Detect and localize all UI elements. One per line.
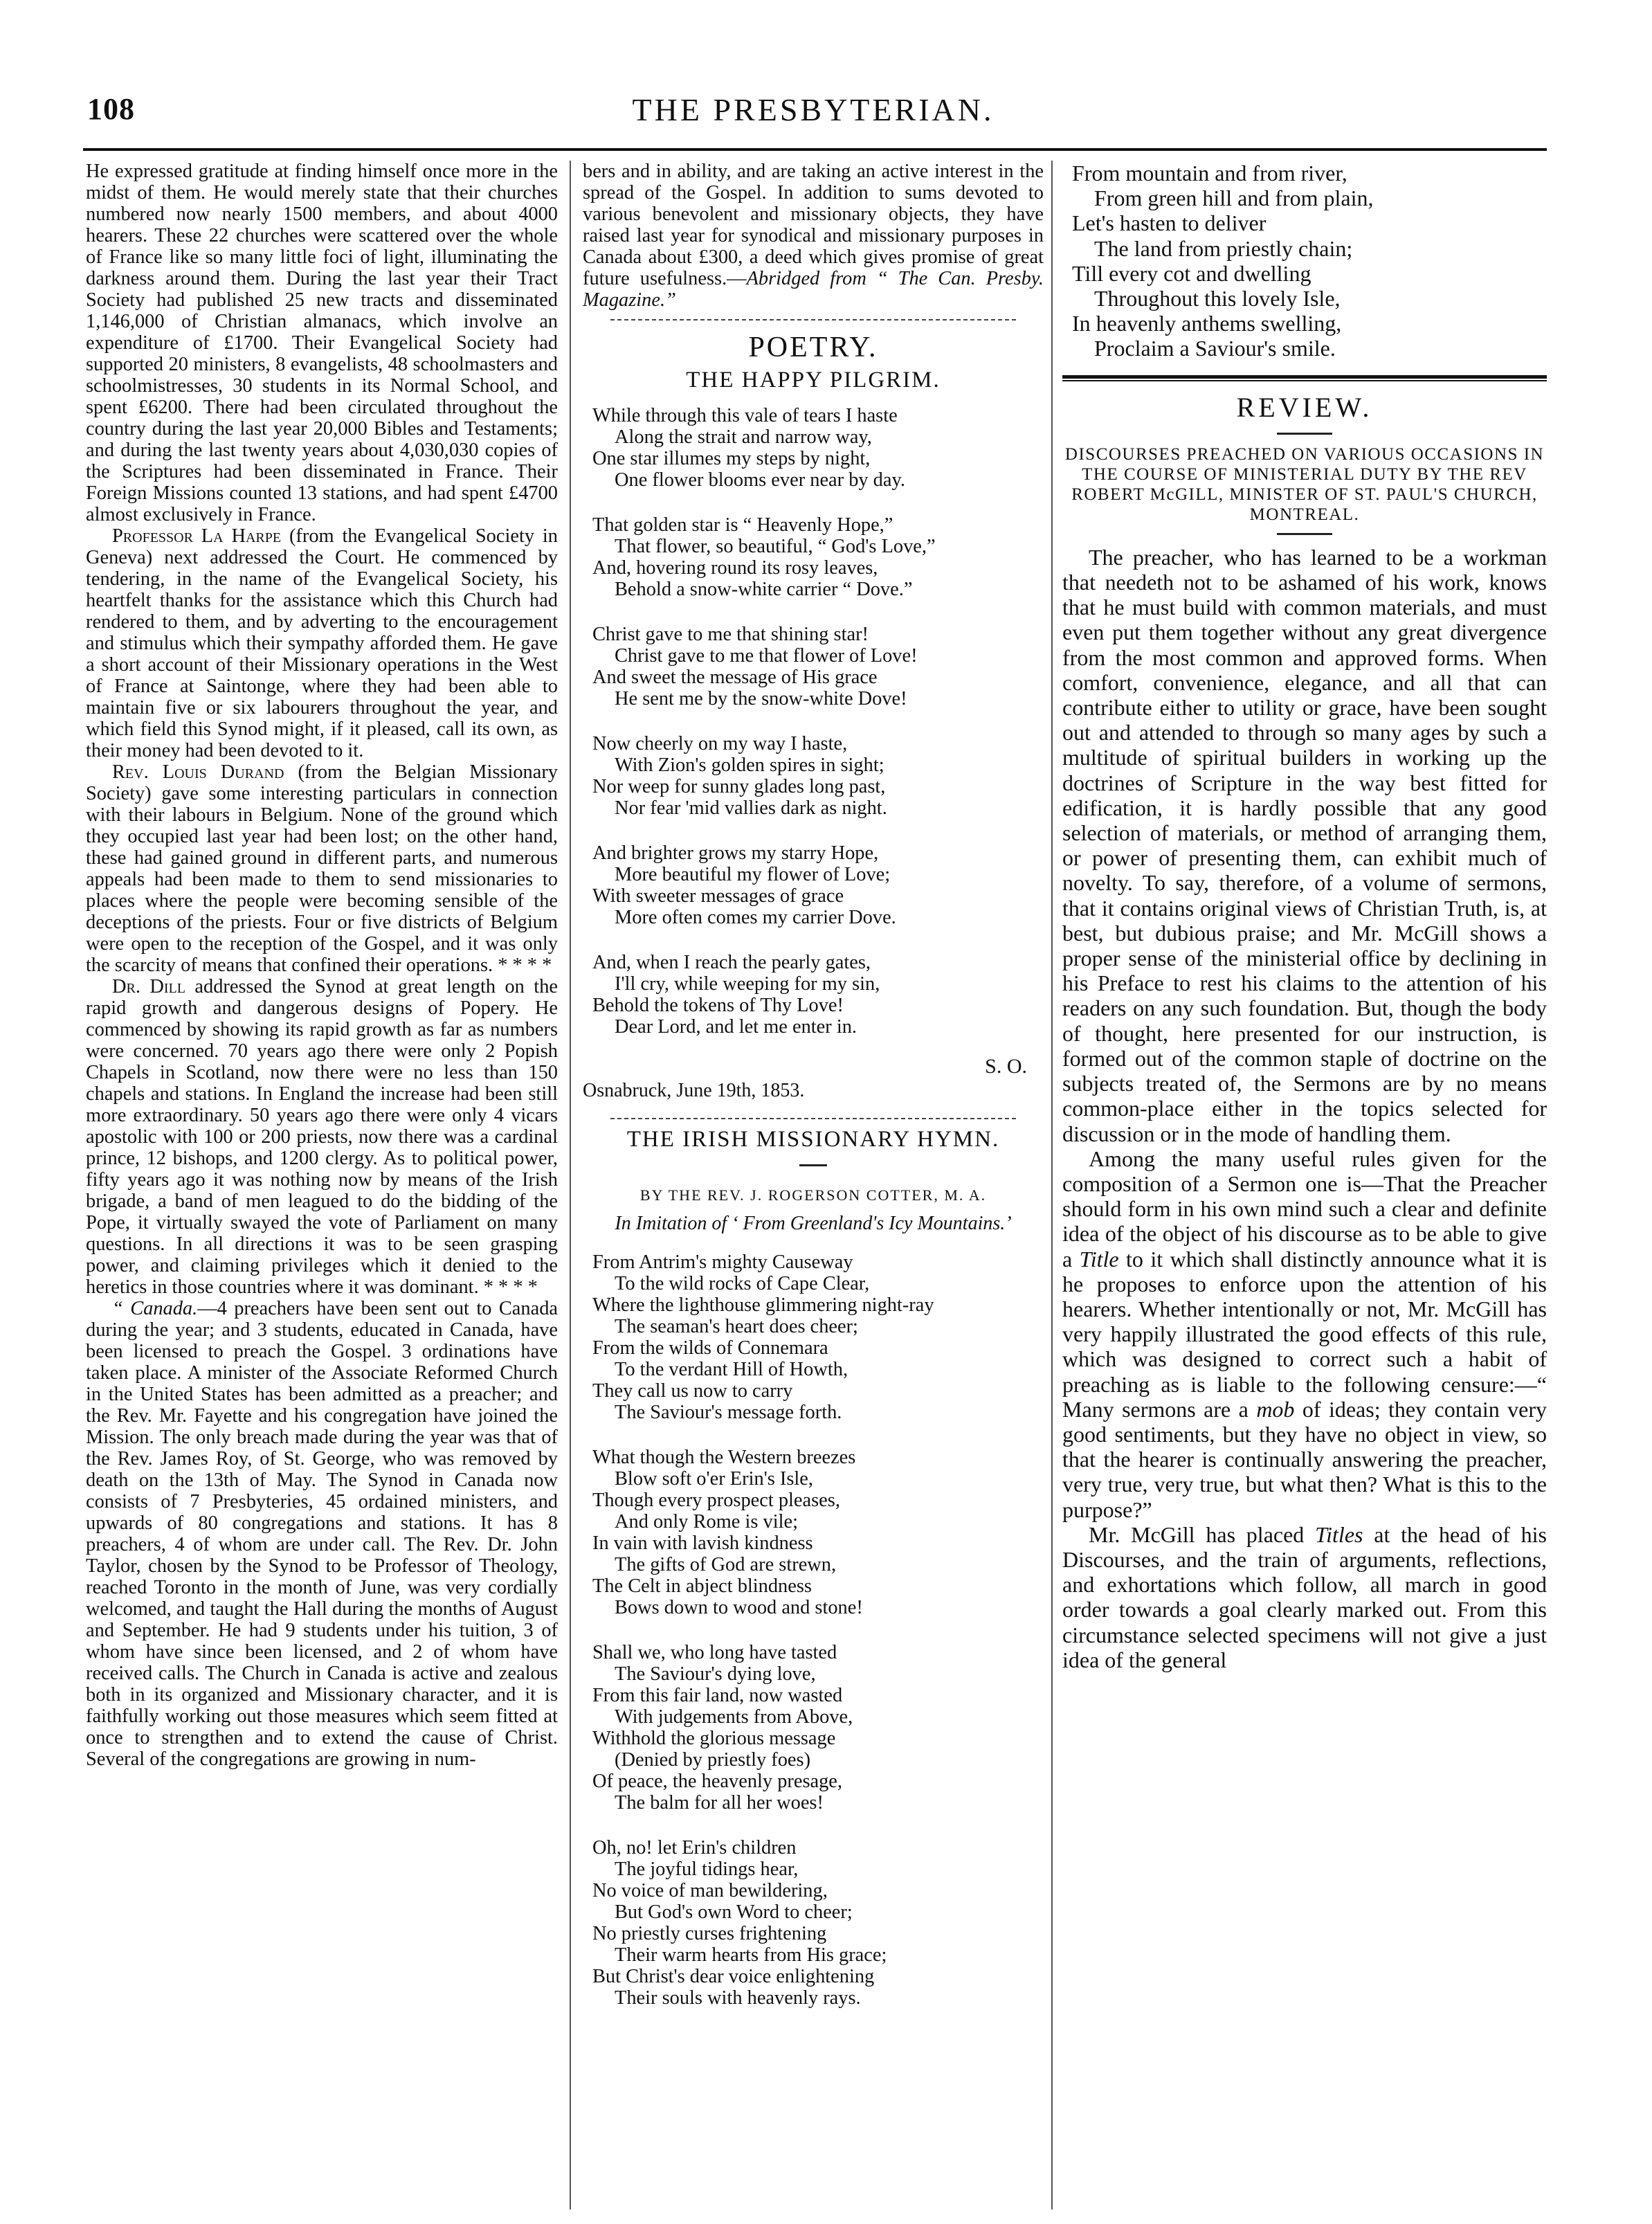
poem-line: And brighter grows my starry Hope, xyxy=(592,842,879,864)
poem-line: The Saviour's dying love, xyxy=(615,1663,816,1685)
poem-line: They call us now to carry xyxy=(592,1380,793,1402)
poem-line: With judgements from Above, xyxy=(615,1706,853,1728)
emphasis: Titles xyxy=(1315,1521,1363,1547)
poem-line: (Denied by priestly foes) xyxy=(615,1749,811,1771)
poem-line: Christ gave to me that shining star! xyxy=(592,624,869,645)
paragraph-dill xyxy=(86,976,558,1298)
poem-line: Where the lighthouse glimmering night-ray xyxy=(592,1294,934,1316)
poem-line: From this fair land, now wasted xyxy=(592,1685,843,1706)
poem-line: With Zion's golden spires in sight; xyxy=(615,754,884,776)
poem-line: Nor fear 'mid vallies dark as night. xyxy=(615,797,887,819)
poem-line: Their souls with heavenly rays. xyxy=(615,1987,861,2009)
source-credit: Abridged from “ The Can. Presby. Magazine.” xyxy=(583,268,1044,311)
paragraph-text: to it which shall distinctly announce what it is he proposes to enforce upon the attention of his hearers. Whether intentionally or not, Mr. McGill has very happily illustrated the good effects of this rule, which was designed to correct such a habit of preaching as is liable to the following censure:—“ Many sermons are a xyxy=(1062,1246,1547,1422)
speaker-name: Professor La Harpe xyxy=(112,525,282,547)
review-rule xyxy=(1277,433,1332,435)
paragraph-text: Among the many useful rules given for the composition of a Sermon one is—That the Preacher should form in his own mind such a clear and definite idea of the object of his discourse as to be able to give a xyxy=(1062,1146,1547,1272)
paragraph-la-harpe xyxy=(86,525,558,761)
poem-line: Behold the tokens of Thy Love! xyxy=(592,995,844,1016)
poem-line: From Antrim's mighty Causeway xyxy=(592,1251,853,1273)
stanza xyxy=(592,733,1044,819)
paragraph-text: addressed the Synod at great length on the rapid growth and dangerous designs of Popery. He commenced by showing its rapid growth as far as numbers were concerned. 70 years ago there were only 2 Popish Chapels in Scotland, now there were no less than 150 chapels and stations. In England the increase had been still more extraordinary. 50 years ago there were only 4 vicars apostolic with 100 or 200 priests, now there was a cardinal prince, 12 bishops, and 1200 clergy. As to political power, fifty years ago it was nothing now by means of the Irish brigade, a band of men leagued to do the bidding of the Pope, it virtually swayed the vote of Parliament on many questions. In all directions it was to be seen grasping power, and claiming privileges which it denied to the heretics in those countries where it was dominant. * * * * xyxy=(86,976,558,1298)
poem-line: Blow soft o'er Erin's Isle, xyxy=(615,1468,813,1490)
poem-line: Along the strait and narrow way, xyxy=(615,426,872,448)
poem-line: No voice of man bewildering, xyxy=(592,1880,828,1901)
poem-line: From mountain and from river, xyxy=(1072,161,1347,186)
paragraph-text: Mr. McGill has placed xyxy=(1089,1521,1316,1547)
poem-imitation-note: In Imitation of ‘ From Greenland's Icy Mountains.’ xyxy=(615,1213,1012,1234)
poem-line: I'll cry, while weeping for my sin, xyxy=(615,973,880,995)
poem-line: Nor weep for sunny glades long past, xyxy=(592,776,886,797)
poem-line: Behold a snow-white carrier “ Dove.” xyxy=(615,579,913,600)
poem-line: Dear Lord, and let me enter in. xyxy=(615,1016,857,1038)
poem-line: One flower blooms ever near by day. xyxy=(615,469,905,491)
poem-line: In heavenly anthems swelling, xyxy=(1072,311,1342,336)
poem-line: One star illumes my steps by night, xyxy=(592,448,871,469)
poem-line: Withhold the glorious message xyxy=(592,1728,836,1749)
stanza xyxy=(592,405,1044,491)
poem-line: The land from priestly chain; xyxy=(1094,235,1353,261)
review-paragraph-3 xyxy=(1062,1522,1547,1672)
poem-final-stanza xyxy=(1062,161,1547,361)
running-title: THE PRESBYTERIAN. xyxy=(632,92,995,127)
poem-line: Throughout this lovely Isle, xyxy=(1094,286,1341,311)
emphasis: Title xyxy=(1079,1246,1119,1272)
section-rule-heavy xyxy=(1062,375,1547,379)
review-rule xyxy=(1277,533,1332,535)
poem-line: Now cheerly on my way I haste, xyxy=(592,733,848,754)
page-number: 108 xyxy=(87,92,135,126)
poem-byline: BY THE REV. J. ROGERSON COTTER, M. A. xyxy=(639,1186,987,1204)
poem-line: Proclaim a Saviour's smile. xyxy=(1094,336,1336,361)
header-rule xyxy=(83,148,1547,151)
speaker-name: Rev. Louis Durand xyxy=(112,761,284,783)
poem-line: Their warm hearts from His grace; xyxy=(615,1944,887,1966)
stanza xyxy=(592,1837,1044,2009)
poem-line: Oh, no! let Erin's children xyxy=(592,1837,797,1859)
stanza xyxy=(592,1251,1044,1423)
poem-title-happy-pilgrim: THE HAPPY PILGRIM. xyxy=(686,368,941,392)
poem-happy-pilgrim xyxy=(583,405,1044,1038)
poem-line: Let's hasten to deliver xyxy=(1072,210,1267,236)
title-dash xyxy=(799,1164,827,1166)
poem-line: Christ gave to me that flower of Love! xyxy=(615,645,918,667)
stanza xyxy=(592,624,1044,709)
poem-line: The Saviour's message forth. xyxy=(615,1402,842,1423)
poem-line: In vain with lavish kindness xyxy=(592,1533,813,1554)
poem-line: Though every prospect pleases, xyxy=(592,1490,840,1511)
poem-line: Of peace, the heavenly presage, xyxy=(592,1771,842,1792)
column-right xyxy=(1062,161,1547,1672)
poem-line: To the wild rocks of Cape Clear, xyxy=(615,1273,870,1294)
running-header xyxy=(69,91,1557,140)
paragraph-text: at the head of his Discourses, and the train of arguments, reflections, and exhortations which follow, all march in good order towards a goal clearly marked out. From this circumstance selected specimens will not give a just idea of the general xyxy=(1062,1521,1547,1672)
poem-line: While through this vale of tears I haste xyxy=(592,405,898,426)
column-middle xyxy=(583,161,1044,2032)
paragraph-gratitude: He expressed gratitude at finding himself once more in the midst of them. He would merely state that their churches numbered now nearly 1500 members, and about 4000 hearers. These 22 churches were scattered over the whole of France like so many little foci of light, illuminating the darkness around them. During the last year their Tract Society had published 25 new tracts and disseminated 1,146,000 of Christian almanacs, which involve an expenditure of £1700. Their Evangelical Society had supported 20 ministers, 8 evangelists, 48 schoolmasters and schoolmistresses, 30 students in its Normal School, and spent £6200. There had been circulated throughout the country during the last year 20,000 Bibles and Testaments; and during the last twenty years about 4,030,030 copies of the Scriptures had been disseminated in France. Their Foreign Missions counted 13 stations, and had spent £4700 almost exclusively in France. xyxy=(86,161,558,525)
section-divider xyxy=(610,319,1016,320)
emphasis: mob xyxy=(1256,1396,1295,1422)
paragraph-text: (from the Evangelical Society in Geneva) next addressed the Court. He commenced by tendering, in the name of the Evangelical Society, his heartfelt thanks for the assistance which this Church had rendered to them, and by adverting to the encouragement and stimulus which their sympathy afforded them. He gave a short account of their Missionary operations in the West of France at Saintonge, where they had been able to maintain five or six labourers throughout the year, and which field this Synod might, if it pleased, call its own, as their money had been devoted to it. xyxy=(86,525,558,761)
poem-line: And, hovering round its rosy leaves, xyxy=(592,557,878,579)
poem-line: The Celt in abject blindness xyxy=(592,1575,812,1597)
section-divider xyxy=(610,1118,1016,1119)
poem-line: But God's own Word to cheer; xyxy=(615,1901,853,1923)
poem-line: The joyful tidings hear, xyxy=(615,1859,799,1880)
paragraph-continued xyxy=(583,161,1044,311)
poem-line: That flower, so beautiful, “ God's Love,” xyxy=(615,536,936,557)
speaker-name: Dr. Dill xyxy=(112,976,185,997)
poem-signature: S. O. xyxy=(985,1055,1027,1078)
paragraph-canada xyxy=(86,1298,558,1770)
stanza xyxy=(592,514,1044,600)
poem-line: Bows down to wood and stone! xyxy=(615,1597,863,1618)
poem-line: He sent me by the snow-white Dove! xyxy=(615,688,907,709)
poem-line: Till every cot and dwelling xyxy=(1072,260,1311,286)
poem-line: More beautiful my flower of Love; xyxy=(615,864,891,885)
poem-line: With sweeter messages of grace xyxy=(592,885,844,907)
column-rule-2 xyxy=(1051,161,1053,2209)
review-heading: REVIEW. xyxy=(1236,391,1373,423)
poem-line: And only Rome is vile; xyxy=(615,1511,798,1533)
stanza xyxy=(592,952,1044,1038)
section-rule-thin xyxy=(1062,380,1547,381)
stanza xyxy=(592,1447,1044,1618)
poem-line: And sweet the message of His grace xyxy=(592,667,878,688)
poem-line: More often comes my carrier Dove. xyxy=(615,907,896,928)
review-paragraph-2 xyxy=(1062,1146,1547,1522)
poem-dateline: Osnabruck, June 19th, 1853. xyxy=(583,1080,805,1101)
poem-line: But Christ's dear voice enlightening xyxy=(592,1966,875,1987)
poem-line: And, when I reach the pearly gates, xyxy=(592,952,871,973)
poem-line: That golden star is “ Heavenly Hope,” xyxy=(592,514,893,536)
stanza xyxy=(592,1642,1044,1814)
paragraph-text: —4 preachers have been sent out to Canada during the year; and 3 students, educated in Canada, have been licensed to preach the Gospel. 3 ordinations have taken place. A minister of the Associate Reformed Church in the United States has been admitted as a preacher; and the Rev. Mr. Fayette and his congregation have joined the Mission. The only breach made during the year was that of the Rev. James Roy, of St. George, who was removed by death on the 13th of May. The Synod in Canada now consists of 7 Presbyteries, 45 ordained ministers, and upwards of 80 congregations and stations. It has 8 preachers, 4 of whom are under call. The Rev. Dr. John Taylor, chosen by the Synod to be Professor of Theology, reached Toronto in the month of June, was very cordially welcomed, and taught the Hall during the months of August and September. He had 9 students under his tuition, 3 of whom have since been licensed, and 2 of whom have received calls. The Church in Canada is active and zealous both in its organized and Missionary character, and it is faithfully working out those measures which seem fitted at once to strengthen and to extend the cause of Christ. Several of the congregations are growing in num- xyxy=(86,1298,558,1770)
paragraph-text: (from the Belgian Missionary Society) gave some interesting particulars in connection with their labours in Belgium. None of the ground which they occupied last year had been lost; on the other hand, these had gained ground in different parts, and numerous appeals had been made to them to send missionaries to places where the people were becoming sensible of the deceptions of the priests. Four or five districts of Belgium were open to the reception of the Gospel, and it was only the scarcity of means that confined their operations. * * * * xyxy=(86,761,558,976)
column-left xyxy=(86,161,558,1770)
poem-line: The gifts of God are strewn, xyxy=(615,1554,837,1575)
review-subtitle: DISCOURSES PREACHED ON VARIOUS OCCASIONS IN THE COURSE OF MINISTERIAL DUTY BY THE REV ROBERT McGILL, MINISTER OF ST. PAUL'S CHURCH, MONTREAL. xyxy=(1064,444,1545,524)
paragraph-text: of ideas; they contain very good sentiments, but they have no object in view, so that the hearer is continually answering the preacher, very true, very true, but what then? What is this to the purpose?” xyxy=(1062,1396,1547,1522)
poem-line: The balm for all her woes! xyxy=(615,1792,824,1814)
stanza xyxy=(592,842,1044,928)
poem-line: No priestly curses frightening xyxy=(592,1923,827,1944)
review-paragraph-1: The preacher, who has learned to be a workman that needeth not to be ashamed of his work, knows that he must build with common materials, and must even put them together without any great divergence from the most common and approved forms. When comfort, convenience, elegance, and all that can contribute either to utility or grace, have been sought out and attended to through so many ages by such a multitude of spiritual builders in working up the doctrines of Scripture in the way best fitted for edification, it is hardly possible that any good selection of materials, or method of arranging them, or power of presenting them, can exhibit much of novelty. To say, therefore, of a volume of sermons, that it contains original views of Christian Truth, is, at best, but dubious praise; and Mr. McGill shows a proper sense of the ministerial office by declining in his Preface to rest his claims to the attention of his readers on any such foundation. But, though the body of thought, here presented for our instruction, is formed out of the common staple of doctrine on the subjects treated of, the Sermons are by no means common-place either in the topics selected for discussion or in the mode of handling them. xyxy=(1062,544,1547,1146)
paragraph-lead: “ Canada. xyxy=(112,1298,198,1319)
poem-line: From green hill and from plain, xyxy=(1094,186,1374,211)
poem-line: Shall we, who long have tasted xyxy=(592,1642,837,1663)
poem-line: What though the Western breezes xyxy=(592,1447,856,1468)
stanza xyxy=(1072,161,1547,361)
poem-title-irish-hymn: THE IRISH MISSIONARY HYMN. xyxy=(626,1127,1000,1152)
paragraph-durand xyxy=(86,761,558,976)
poem-irish-hymn xyxy=(583,1251,1044,2009)
poem-line: From the wilds of Connemara xyxy=(592,1337,828,1359)
poem-line: The seaman's heart does cheer; xyxy=(615,1316,858,1337)
poem-line: To the verdant Hill of Howth, xyxy=(615,1359,848,1380)
poetry-heading: POETRY. xyxy=(748,332,878,363)
column-rule-1 xyxy=(570,161,571,2209)
paragraph-text: bers and in ability, and are taking an active interest in the spread of the Gospel. In addition to sums devoted to various benevolent and missionary objects, they have raised last year for synodical and missionary purposes in Canada about £300, a deed which gives promise of great future usefulness.— xyxy=(583,161,1044,289)
